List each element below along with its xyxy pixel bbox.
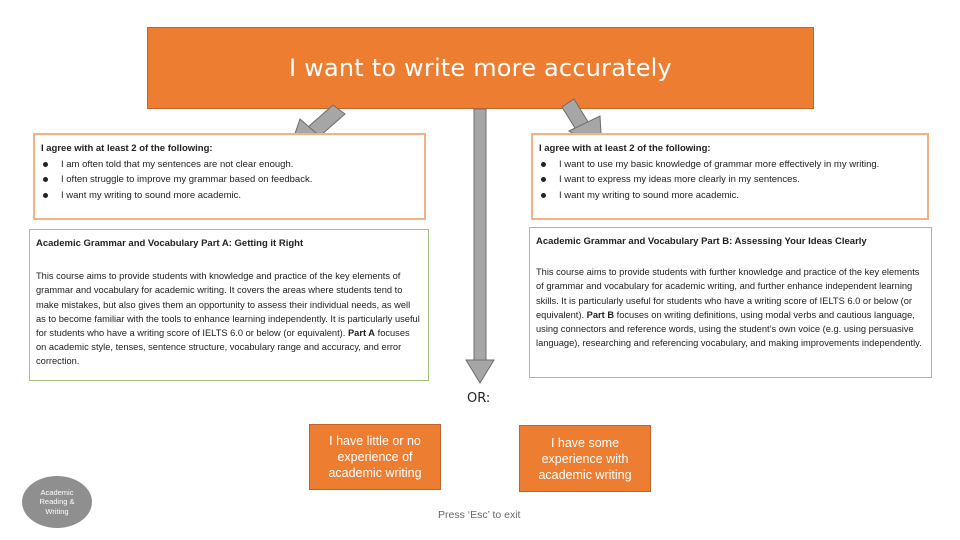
- course-part-label: Part B: [586, 309, 615, 320]
- course-part-b: [529, 227, 932, 378]
- choice-little-experience-button[interactable]: [309, 424, 441, 490]
- course-desc-text: focuses on academic style, tenses, sentence structure, vocabulary range and accuracy, and error correction.: [36, 328, 410, 367]
- agree-list: [539, 157, 921, 204]
- course-title: Academic Grammar and Vocabulary Part A: Getting it Right: [36, 238, 304, 249]
- course-desc-text: This course aims to provide students with further knowledge and practice of the key elements of grammar and vocabulary for academic writing, and further enhance independent learning skills. It is particularly useful for students who have a writing score of IELTS 6.0 or below (or equivalent).: [536, 267, 920, 320]
- course-desc-text: focuses on writing definitions, using modal verbs and cautious language, using connectors and reference words, using the student’s own voice (e.g. using persuasive language), researching and referencing vocabulary, and making improvements independently.: [536, 309, 922, 349]
- choice-label: I have some experience with academic writing: [538, 435, 632, 482]
- course-part-a: [29, 229, 429, 381]
- list-item: I want my writing to sound more academic.: [41, 188, 418, 204]
- exit-hint: Press ‘Esc’ to exit: [438, 509, 521, 521]
- course-desc-text: This course aims to provide students with knowledge and practice of the key elements of grammar and vocabulary for academic writing. It covers the areas where students tend to make mistakes, but also gives them an opportunity to assess their individual needs, as well as to become familiar with the tools to enhance learning independently. It is particularly useful for students who have a writing score of IELTS 6.0 or below (or equivalent).: [36, 271, 420, 339]
- course-part-label: Part A: [347, 328, 376, 339]
- list-item: I want to express my ideas more clearly in my sentences.: [539, 172, 921, 188]
- choice-label: I have little or no experience of academic writing: [328, 434, 422, 480]
- list-item: I often struggle to improve my grammar based on feedback.: [41, 172, 418, 188]
- agree-heading: I agree with at least 2 of the following:: [539, 143, 711, 154]
- logo-text: Academic Reading & Writing: [39, 487, 75, 516]
- academic-reading-writing-logo: [22, 476, 92, 528]
- main-title: I want to write more accurately: [289, 54, 672, 82]
- agree-heading: I agree with at least 2 of the following:: [41, 143, 213, 154]
- course-description: [536, 265, 925, 350]
- list-item: I want to use my basic knowledge of grammar more effectively in my writing.: [539, 157, 921, 173]
- agree-list: [41, 157, 418, 204]
- course-title: Academic Grammar and Vocabulary Part B: Assessing Your Ideas Clearly: [536, 236, 867, 247]
- or-label: OR:: [467, 391, 491, 406]
- course-description: [36, 269, 422, 368]
- arrow-down-icon: [466, 109, 494, 383]
- agree-box-left: [33, 133, 426, 220]
- list-item: I am often told that my sentences are not clear enough.: [41, 157, 418, 173]
- agree-box-right: [531, 133, 929, 220]
- list-item: I want my writing to sound more academic.: [539, 188, 921, 204]
- choice-some-experience-button[interactable]: [519, 425, 651, 492]
